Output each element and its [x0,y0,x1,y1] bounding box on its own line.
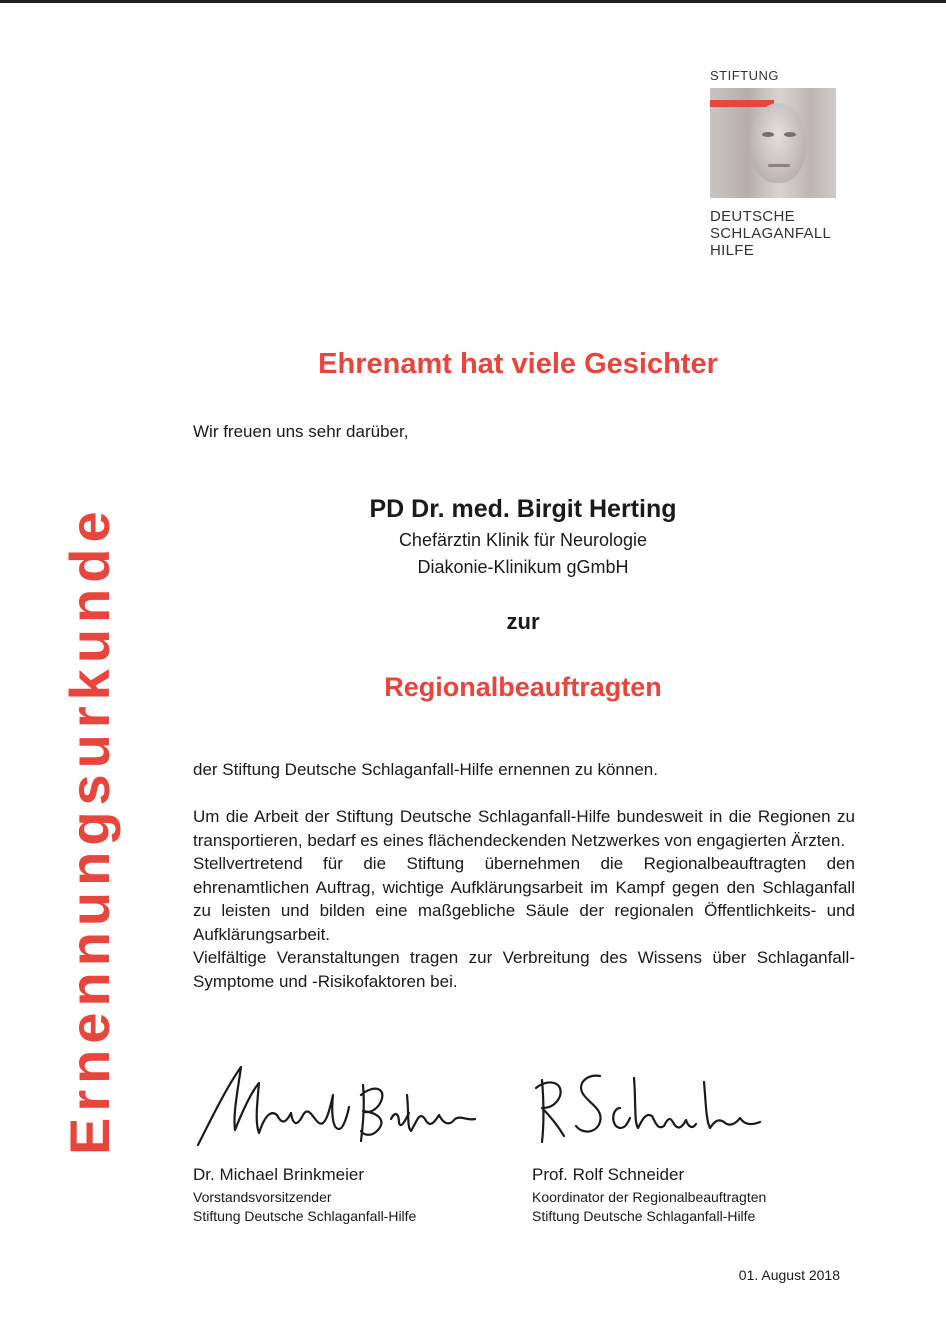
logo-line-3: HILFE [710,242,755,259]
logo-portrait-image [710,88,836,198]
honoree-institution: Diakonie-Klinikum gGmbH [417,557,629,577]
logo-eye-right [784,132,796,137]
signer-schneider [532,1165,766,1224]
signer-name: Prof. Rolf Schneider [532,1165,685,1184]
logo-mouth [768,164,790,167]
logo-eye-left [762,132,774,137]
role-title: Regionalbeauftragten [384,672,662,702]
headline: Ehrenamt hat viele Gesichter [318,348,718,380]
logo-face-shape [750,103,806,183]
logo-line-1: DEUTSCHE [710,208,795,225]
paragraph-2: Stellvertretend für die Stiftung übernehmen die Regionalbeauftragten den ehrenamtlichen Auftrag, wichtige Aufklärungsarbeit im Kampf gegen den Schlaganfall zu leisten und bilden eine maßgebliche Säule der regionalen Öffentlichkeits- und Aufklärungsarbeit. [193,854,855,944]
zur-text: zur [506,609,540,634]
body-text [193,805,855,993]
signer-brinkmeier [193,1165,416,1224]
document-date: 01. August 2018 [738,1267,840,1283]
logo-bottom-text [710,208,831,259]
signature-brinkmeier [193,1055,483,1155]
paragraph-3: Vielfältige Veranstaltungen tragen zur Verbreitung des Wissens über Schlaganfall-Symptome und -Risikofaktoren bei. [193,948,855,991]
signer-name: Dr. Michael Brinkmeier [193,1165,364,1184]
logo-top-text: STIFTUNG [710,68,779,83]
signer-title: Vorstandsvorsitzender [193,1189,332,1205]
logo-line-2: SCHLAGANFALL [710,225,832,242]
signature-schneider [528,1068,768,1148]
top-border [0,0,946,3]
signer-title: Koordinator der Regionalbeauftragten [532,1189,767,1205]
greeting: Wir freuen uns sehr darüber, [193,422,409,441]
signer-org: Stiftung Deutsche Schlaganfall-Hilfe [193,1208,417,1224]
honoree-name: PD Dr. med. Birgit Herting [369,495,677,523]
side-title: Ernennungsurkunde [58,505,121,1155]
honoree-position: Chefärztin Klinik für Neurologie [398,530,648,550]
signer-org: Stiftung Deutsche Schlaganfall-Hilfe [532,1208,756,1224]
logo-accent-bar [710,100,774,107]
intro-text: der Stiftung Deutsche Schlaganfall-Hilfe ernennen zu können. [193,760,658,779]
paragraph-1: Um die Arbeit der Stiftung Deutsche Schlaganfall-Hilfe bundesweit in die Regionen zu transportieren, bedarf es eines flächendeckenden Netzwerkes von engagierten Ärzten. [193,807,855,850]
